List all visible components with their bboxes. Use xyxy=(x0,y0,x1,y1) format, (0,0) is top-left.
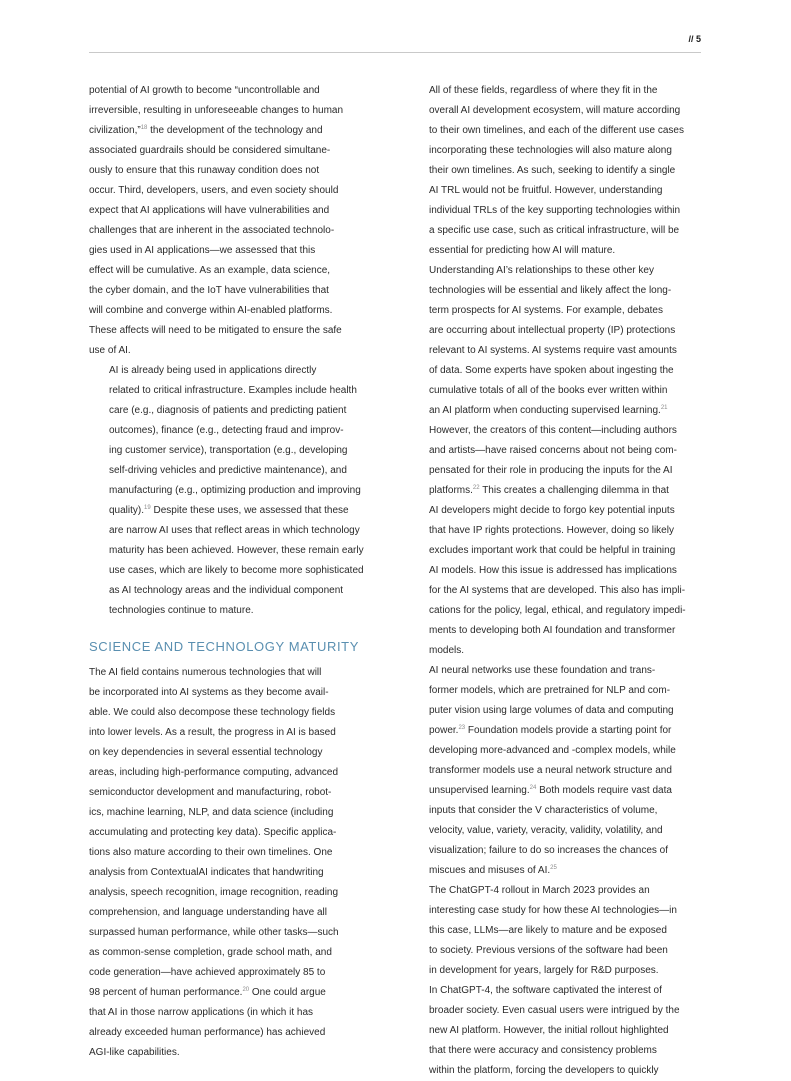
text-line: technologies will be essential and likely affect the long- xyxy=(429,285,672,296)
text-line: pensated for their role in producing the inputs for the AI xyxy=(429,465,673,476)
text-line: already exceeded human performance) has achieved xyxy=(89,1027,326,1038)
text-line: an AI platform when conducting supervised learning.$^{21}$ xyxy=(429,405,668,416)
text-line: semiconductor development and manufacturing, robot- xyxy=(89,787,332,798)
text-line: are narrow AI uses that reflect areas in which technology xyxy=(109,525,360,536)
footnote-ref: 19 xyxy=(144,505,151,511)
text-line: However, the creators of this content—including authors xyxy=(429,425,677,436)
text-line: a specific use case, such as critical infrastructure, will be xyxy=(429,225,680,236)
text-line: self-driving vehicles and predictive maintenance), and xyxy=(109,465,347,476)
text-line: unsupervised learning.$^{24}$ Both models require vast data xyxy=(429,785,672,796)
footnote-ref: 23 xyxy=(458,725,466,731)
body-paragraph xyxy=(89,81,382,361)
text-line: power.$^{23}$ Foundation models provide a starting point for xyxy=(429,725,672,736)
text-line: AI neural networks use these foundation and trans- xyxy=(429,665,656,676)
footnote-ref: 18 xyxy=(140,125,148,131)
text-line: All of these fields, regardless of where they fit in the xyxy=(429,85,658,96)
text-line: and artists—have raised concerns about not being com- xyxy=(429,445,677,456)
text-line: velocity, value, variety, veracity, validity, volatility, and xyxy=(429,825,663,836)
text-line: In ChatGPT-4, the software captivated the interest of xyxy=(429,985,662,996)
text-line: that AI in those narrow applications (in which it has xyxy=(89,1007,314,1018)
text-line: accumulating and protecting key data). Specific applica- xyxy=(89,827,337,838)
text-line: associated guardrails should be considered simultane- xyxy=(89,145,331,156)
text-line: their own timelines. As such, seeking to identify a single xyxy=(429,165,676,176)
text-line: that have IP rights protections. However, doing so likely xyxy=(429,525,674,536)
text-line: tions also mature according to their own timelines. One xyxy=(89,847,333,858)
text-line: the cyber domain, and the IoT have vulnerabilities that xyxy=(89,285,329,296)
text-line: able. We could also decompose these technology fields xyxy=(89,707,336,718)
text-line: models. xyxy=(429,645,465,656)
text-line: be incorporated into AI systems as they become avail- xyxy=(89,687,329,698)
text-line: to their own timelines, and each of the different use cases xyxy=(429,125,684,136)
text-line: that there were accuracy and consistency problems xyxy=(429,1045,657,1056)
section-heading: SCIENCE AND TECHNOLOGY MATURITY xyxy=(89,639,359,654)
text-line: broader society. Even casual users were intrigued by the xyxy=(429,1005,680,1016)
text-line: technologies continue to mature. xyxy=(109,605,254,616)
text-line: in development for years, largely for R&D purposes. xyxy=(429,965,659,976)
text-line: challenges that are inherent in the associated technolo- xyxy=(89,225,335,236)
text-line: miscues and misuses of AI.$^{25}$ xyxy=(429,865,557,876)
text-line: code generation—have achieved approximately 85 to xyxy=(89,967,326,978)
text-line: inputs that consider the V characteristics of volume, xyxy=(429,805,658,816)
text-line: individual TRLs of the key supporting technologies within xyxy=(429,205,681,216)
text-line: cations for the policy, legal, ethical, and regulatory impedi- xyxy=(429,605,686,616)
text-line: care (e.g., diagnosis of patients and predicting patient xyxy=(109,405,347,416)
body-paragraph xyxy=(409,261,702,661)
text-line: manufacturing (e.g., optimizing production and improving xyxy=(109,485,361,496)
text-line: outcomes), finance (e.g., detecting fraud and improv- xyxy=(109,425,344,436)
text-line: developing more-advanced and -complex models, while xyxy=(429,745,676,756)
body-paragraph xyxy=(409,661,702,881)
text-line: visualization; failure to do so increases the chances of xyxy=(429,845,669,856)
text-line: incorporating these technologies will also mature along xyxy=(429,145,672,156)
text-line: civilization,”$^{18}$ the development of the technology and xyxy=(89,125,323,136)
text-line: former models, which are pretrained for NLP and com- xyxy=(429,685,671,696)
text-line: cumulative totals of all of the books ever written within xyxy=(429,385,668,396)
text-line: are occurring about intellectual property (IP) protections xyxy=(429,325,676,336)
footnote-ref: 21 xyxy=(660,405,668,411)
text-line: maturity has been achieved. However, these remain early xyxy=(109,545,364,556)
text-line: analysis, speech recognition, image recognition, reading xyxy=(89,887,339,898)
text-line: into lower levels. As a result, the progress in AI is based xyxy=(89,727,336,738)
text-line: transformer models use a neural network structure and xyxy=(429,765,672,776)
footnote-ref: 20 xyxy=(242,987,250,993)
text-line: platforms.$^{22}$ This creates a challenging dilemma in that xyxy=(429,485,669,496)
text-line: as common-sense completion, grade school math, and xyxy=(89,947,332,958)
body-paragraph xyxy=(89,361,382,621)
text-line: The ChatGPT-4 rollout in March 2023 provides an xyxy=(429,885,650,896)
text-line: AI developers might decide to forgo key potential inputs xyxy=(429,505,675,516)
text-line: ing customer service), transportation (e.g., developing xyxy=(109,445,348,456)
text-line: to society. Previous versions of the software had been xyxy=(429,945,668,956)
footnote-ref: 24 xyxy=(529,785,537,791)
text-line: use of AI. xyxy=(89,345,131,356)
text-line: gies used in AI applications—we assessed that this xyxy=(89,245,316,256)
text-line: will combine and converge within AI-enabled platforms. xyxy=(89,305,333,316)
text-line: ics, machine learning, NLP, and data science (including xyxy=(89,807,334,818)
text-line: of data. Some experts have spoken about ingesting the xyxy=(429,365,674,376)
page-number: // 5 xyxy=(688,34,701,44)
text-line: ously to ensure that this runaway condition does not xyxy=(89,165,320,176)
text-line: The AI field contains numerous technologies that will xyxy=(89,667,322,678)
footnote-ref: 22 xyxy=(472,485,480,491)
text-line: effect will be cumulative. As an example, data science, xyxy=(89,265,331,276)
text-line: AI TRL would not be fruitful. However, understanding xyxy=(429,185,663,196)
text-line: term prospects for AI systems. For example, debates xyxy=(429,305,663,316)
text-line: related to critical infrastructure. Examples include health xyxy=(109,385,357,396)
text-line: for the AI systems that are developed. This also has impli- xyxy=(429,585,686,596)
text-line: These affects will need to be mitigated to ensure the safe xyxy=(89,325,342,336)
text-line: analysis from ContextualAI indicates that handwriting xyxy=(89,867,324,878)
body-paragraph xyxy=(409,81,702,261)
text-line: Understanding AI’s relationships to these other key xyxy=(429,265,654,276)
text-line: within the platform, forcing the developers to quickly xyxy=(429,1065,659,1076)
text-line: occur. Third, developers, users, and even society should xyxy=(89,185,339,196)
body-paragraph xyxy=(409,881,702,1081)
text-line: irreversible, resulting in unforeseeable changes to human xyxy=(89,105,344,116)
text-line: AGI-like capabilities. xyxy=(89,1047,180,1058)
text-line: new AI platform. However, the initial rollout highlighted xyxy=(429,1025,669,1036)
header-divider xyxy=(89,52,701,53)
text-line: 98 percent of human performance.$^{20}$ One could argue xyxy=(89,987,326,998)
text-line: relevant to AI systems. AI systems require vast amounts xyxy=(429,345,677,356)
text-line: comprehension, and language understanding have all xyxy=(89,907,327,918)
text-line: expect that AI applications will have vulnerabilities and xyxy=(89,205,330,216)
text-line: quality).$^{19}$ Despite these uses, we assessed that these xyxy=(109,505,349,516)
text-line: ments to developing both AI foundation and transformer xyxy=(429,625,676,636)
text-line: overall AI development ecosystem, will mature according xyxy=(429,105,681,116)
text-line: use cases, which are likely to become more sophisticated xyxy=(109,565,364,576)
text-line: essential for predicting how AI will mature. xyxy=(429,245,616,256)
text-line: AI models. How this issue is addressed has implications xyxy=(429,565,677,576)
text-line: areas, including high-performance computing, advanced xyxy=(89,767,339,778)
text-line: on key dependencies in several essential technology xyxy=(89,747,323,758)
left-column xyxy=(89,81,382,1063)
text-line: excludes important work that could be helpful in training xyxy=(429,545,676,556)
text-line: interesting case study for how these AI technologies—in xyxy=(429,905,677,916)
text-line: as AI technology areas and the individual component xyxy=(109,585,344,596)
body-paragraph xyxy=(89,663,382,1063)
right-column xyxy=(409,81,702,1081)
text-line: puter vision using large volumes of data and computing xyxy=(429,705,674,716)
text-line: potential of AI growth to become “uncontrollable and xyxy=(89,85,320,96)
text-line: this case, LLMs—are likely to mature and be exposed xyxy=(429,925,667,936)
text-line: AI is already being used in applications directly xyxy=(109,365,317,376)
text-line: surpassed human performance, while other tasks—such xyxy=(89,927,339,938)
footnote-ref: 25 xyxy=(550,865,557,871)
